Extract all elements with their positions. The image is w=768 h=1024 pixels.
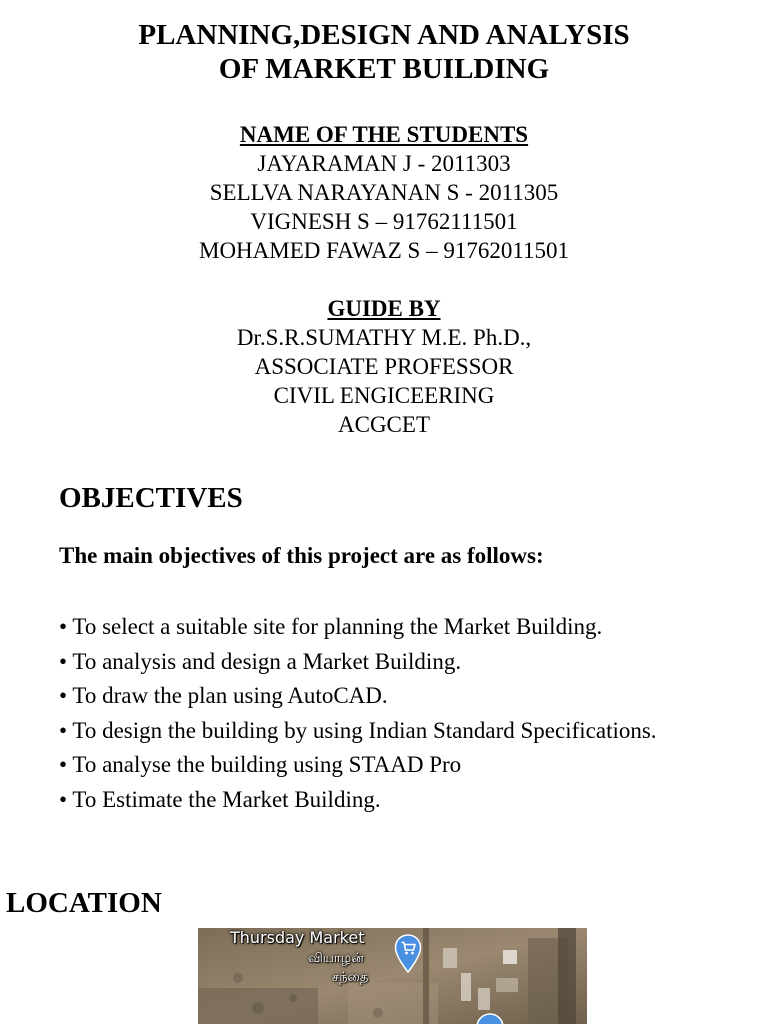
spacer [0,265,768,294]
objectives-intro: The main objectives of this project are as follows: [59,543,544,568]
location-map [198,928,587,1024]
map-pin-icon [475,1012,505,1024]
list-item: • To analyse the building using STAAD Pro [59,752,462,778]
title-line-1: PLANNING,DESIGN AND ANALYSIS [138,19,630,51]
list-item: • To select a suitable site for planning the Market Building. [59,614,603,639]
cover-details [0,120,768,434]
map-place-label: Thursday Market [230,928,365,947]
map-place-label-tamil: சந்தை [332,970,369,985]
list-item: • To design the building by using Indian Standard Specifications. [59,717,657,743]
student-name: SELLVA NARAYANAN S - 2011305 [209,180,559,205]
list-item: • To Estimate the Market Building. [59,786,381,812]
guide-college: ACGCET [338,412,430,434]
guide-department: CIVIL ENGICEERING [273,383,495,408]
guide-heading: GUIDE BY [327,296,441,321]
student-name: MOHAMED FAWAZ S – 91762011501 [199,238,569,263]
student-name: VIGNESH S – 91762111501 [250,209,518,234]
title-line-2: OF MARKET BUILDING [218,53,550,85]
students-heading: NAME OF THE STUDENTS [239,122,529,147]
guide-designation: ASSOCIATE PROFESSOR [254,354,514,379]
shopping-cart-pin-icon [394,934,422,974]
map-place-label-tamil: வியாழன் [308,951,364,966]
guide-name: Dr.S.R.SUMATHY M.E. Ph.D., [236,325,532,350]
student-name: JAYARAMAN J - 2011303 [257,151,511,176]
objectives-heading: OBJECTIVES [59,482,243,514]
location-heading: LOCATION [6,887,162,919]
list-item: • To analysis and design a Market Building. [59,648,462,674]
objectives-list [59,610,657,818]
list-item: • To draw the plan using AutoCAD. [59,683,388,709]
document-title [0,18,768,86]
